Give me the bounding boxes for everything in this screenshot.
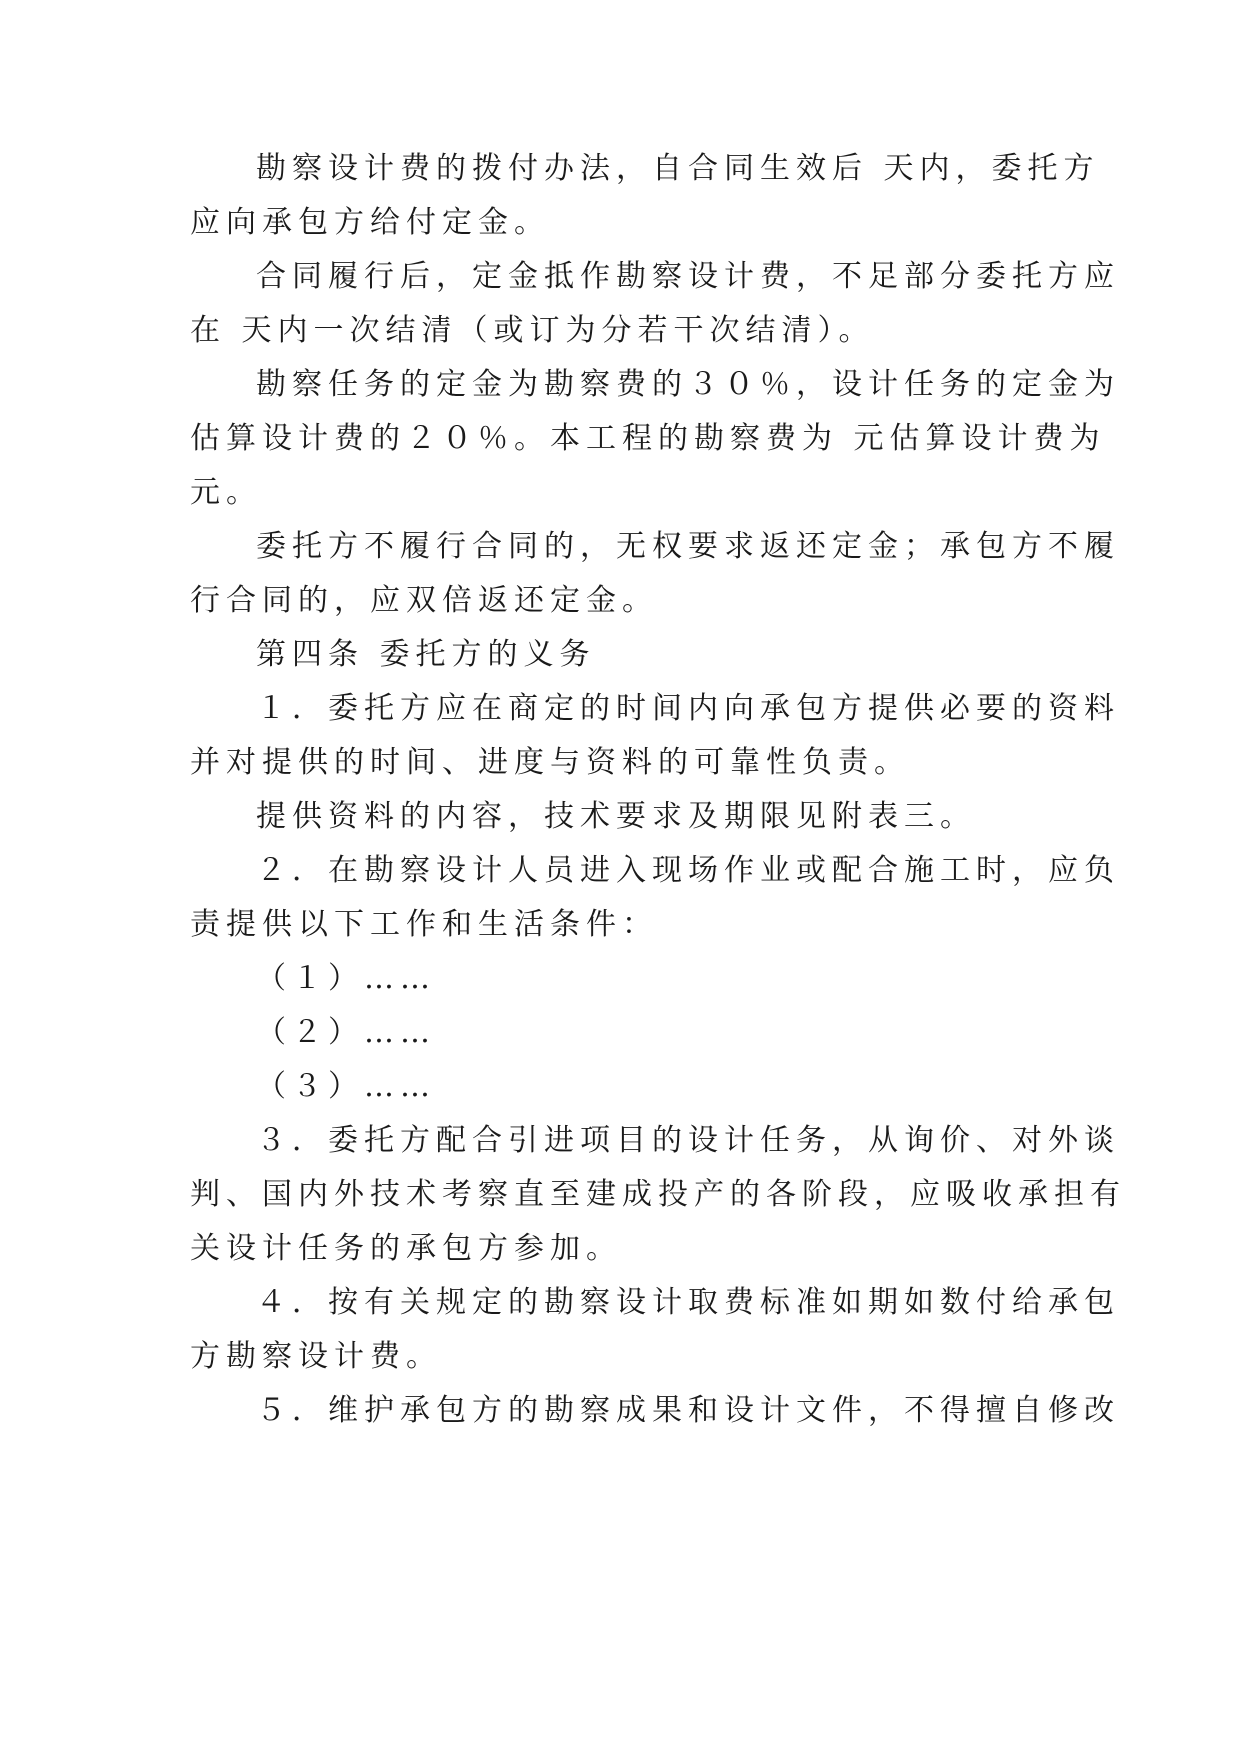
text-line: 提供资料的内容，技术要求及期限见附表三。: [256, 799, 976, 834]
text-line: 并对提供的时间、进度与资料的可靠性负责。: [190, 745, 910, 780]
text-line: 责提供以下工作和生活条件：: [190, 907, 658, 942]
text-line: 合同履行后，定金抵作勘察设计费，不足部分委托方应: [256, 259, 1120, 294]
text-line: 判、国内外技术考察直至建成投产的各阶段，应吸收承担有: [190, 1177, 1126, 1212]
list-item: （２）……: [256, 1015, 436, 1050]
text-line: ４．按有关规定的勘察设计取费标准如期如数付给承包: [256, 1285, 1120, 1320]
text-line: １．委托方应在商定的时间内向承包方提供必要的资料: [256, 691, 1120, 726]
text-line: ５．维护承包方的勘察成果和设计文件，不得擅自修改: [256, 1393, 1120, 1428]
text-line: ３．委托方配合引进项目的设计任务，从询价、对外谈: [256, 1123, 1120, 1158]
list-item: （３）……: [256, 1069, 436, 1104]
text-line: 元。: [190, 475, 262, 510]
list-item: （１）……: [256, 961, 436, 996]
text-line: 关设计任务的承包方参加。: [190, 1231, 622, 1266]
text-line: 委托方不履行合同的，无权要求返还定金；承包方不履: [256, 529, 1120, 564]
section-heading: 第四条 委托方的义务: [256, 637, 596, 672]
text-line: 勘察任务的定金为勘察费的３０％，设计任务的定金为: [256, 367, 1120, 402]
text-line: ２．在勘察设计人员进入现场作业或配合施工时，应负: [256, 853, 1120, 888]
text-line: 估算设计费的２０％。本工程的勘察费为 元估算设计费为: [190, 421, 1106, 456]
text-line: 应向承包方给付定金。: [190, 205, 550, 240]
text-line: 勘察设计费的拨付办法，自合同生效后 天内，委托方: [256, 151, 1100, 186]
text-line: 方勘察设计费。: [190, 1339, 442, 1374]
text-line: 在 天内一次结清（或订为分若干次结清）。: [190, 313, 875, 348]
text-line: 行合同的，应双倍返还定金。: [190, 583, 658, 618]
